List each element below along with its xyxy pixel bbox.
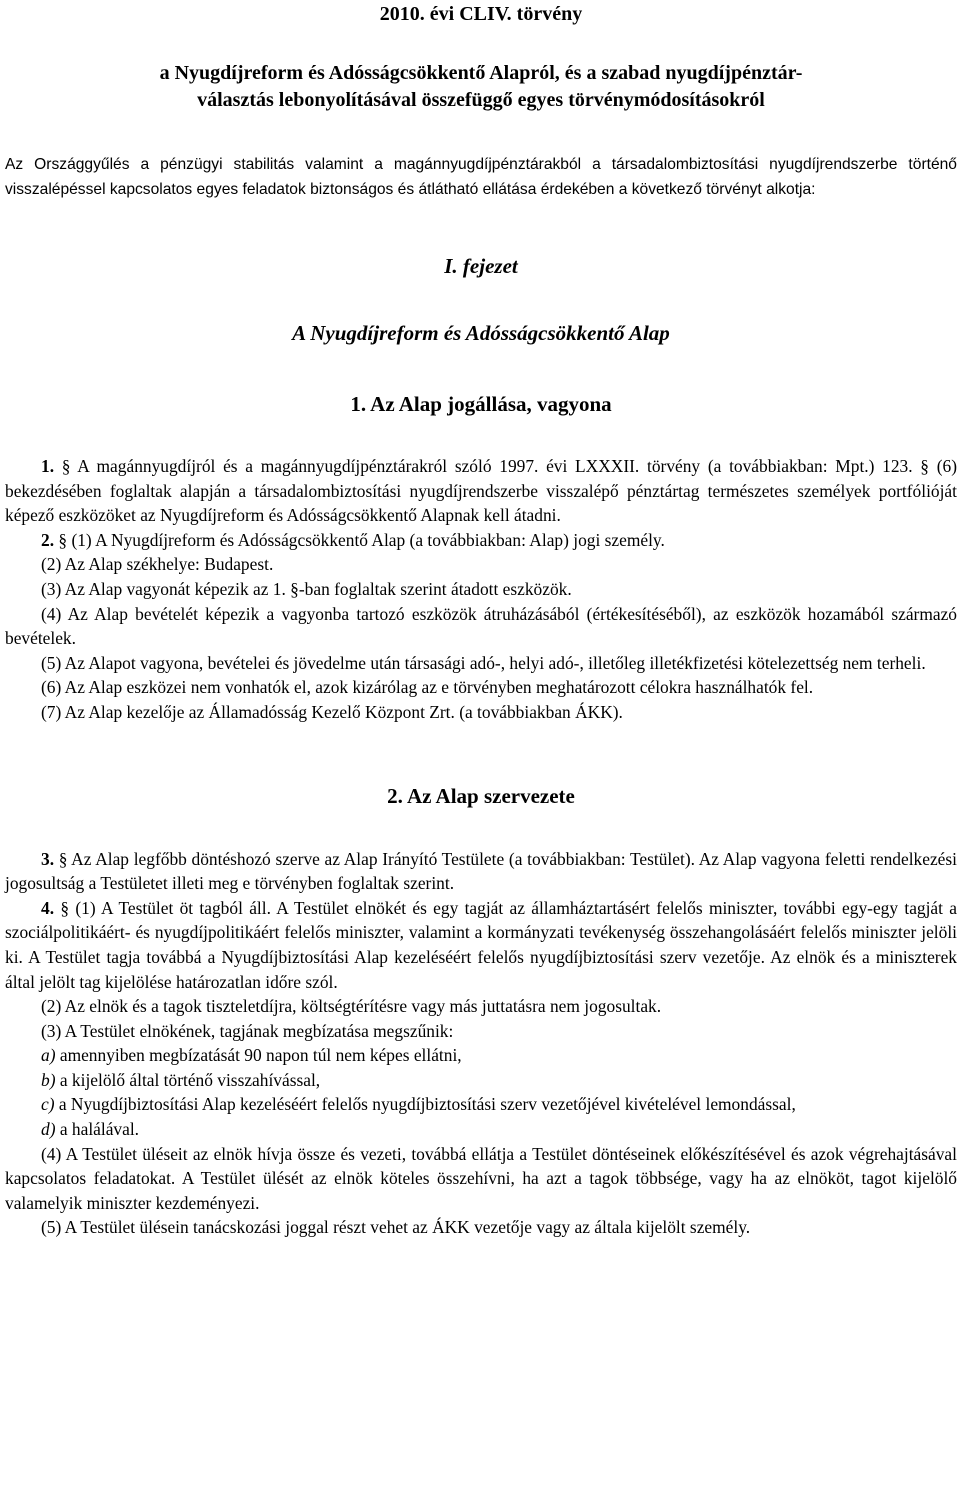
paragraph: (4) Az Alap bevételét képezik a vagyonba tartozó eszközök átruházásából (értékesítéséből), az eszközök hozamából származó bevételek. (5, 603, 957, 649)
law-subtitle (5, 60, 957, 114)
paragraph (5, 896, 957, 994)
paragraph-text: § (1) A Testület öt tagból áll. A Testület elnökét és egy tagját az államháztartásért felelős miniszter, további egy-egy tagját a szociálpolitikáért- és nyugdíjpolitikáért felelős miniszter, valamint a kormányzati tevékenység összehangolásáért felelős miniszter jelöli ki. A Testület tagja továbbá a Nyugdíjbiztosítási Alap kezeléséért felelős nyugdíjbiztosítási szerv vezetője. Az elnök és a miniszterek által jelölt tag kijelölése határozatlan időre szól. (5, 897, 957, 992)
law-subtitle-line1: a Nyugdíjreform és Adósságcsökkentő Alapról, és a szabad nyugdíjpénztár- (159, 62, 803, 84)
paragraph-text: § (1) A Nyugdíjreform és Adósságcsökkentő Alap (a továbbiakban: Alap) jogi személy. (54, 529, 665, 550)
paragraph-text: § A magánnyugdíjról és a magánnyugdíjpénztárakról szóló 1997. évi LXXXII. törvény (a továbbiakban: Mpt.) 123. § (6) bekezdésében foglaltak alapján a társadalombiztosítási nyugdíjrendszerbe visszalépő pénztártag természetes személyek portfólióját képező eszközöket az Nyugdíjreform és Adósságcsökkentő Alapnak kell átadni. (5, 456, 957, 526)
paragraph (5, 454, 957, 528)
chapter-title: A Nyugdíjreform és Adósságcsökkentő Alap (292, 321, 670, 345)
paragraph (5, 528, 957, 553)
paragraph: (2) Az Alap székhelye: Budapest. (41, 554, 274, 575)
paragraph: (7) Az Alap kezelője az Államadósság Kezelő Központ Zrt. (a továbbiakban ÁKK). (41, 701, 623, 722)
list-item-text: a kijelölő által történő visszahívással, (55, 1069, 321, 1090)
document-page (5, 0, 957, 1240)
section-title-2: 2. Az Alap szervezete (387, 783, 575, 808)
list-item-text: a Nyugdíjbiztosítási Alap kezeléséért felelős nyugdíjbiztosítási szerv vezetőjével kivételével lemondással, (54, 1094, 796, 1115)
paragraph-number: 4. (41, 897, 55, 918)
paragraph: (5) Az Alapot vagyona, bevételei és jövedelme után társasági adó-, helyi adó-, illetőleg illetékfizetési kötelezettség nem terheli. (41, 652, 926, 673)
list-item (5, 1043, 957, 1068)
paragraph: (5) A Testület ülésein tanácskozási joggal részt vehet az ÁKK vezetője vagy az általa kijelölt személy. (41, 1217, 751, 1238)
paragraph-number: 3. (41, 848, 55, 869)
list-item (5, 1092, 957, 1117)
paragraph: (4) A Testület üléseit az elnök hívja össze és vezeti, továbbá ellátja a Testület döntéseinek előkészítésével és azok végrehajtásával kapcsolatos feladatokat. A Testület ülését az elnök köteles összehívni, ha azt a tagok többsége, vagy ha az elnököt, tagot kijelölő valamelyik miniszter kezdeményezi. (5, 1143, 957, 1213)
paragraph: (2) Az elnök és a tagok tiszteletdíjra, költségtérítésre vagy más juttatásra nem jogosultak. (41, 996, 662, 1017)
list-item (5, 1068, 957, 1093)
paragraph-number: 2. (41, 529, 55, 550)
paragraph: (3) A Testület elnökének, tagjának megbízatása megszűnik: (41, 1020, 454, 1041)
law-title: 2010. évi CLIV. törvény (379, 3, 583, 25)
paragraph: (6) Az Alap eszközei nem vonhatók el, azok kizárólag az e törvényben meghatározott célokra használhatók fel. (41, 677, 814, 698)
list-item-label: b) (41, 1069, 56, 1090)
chapter-number: I. fejezet (444, 254, 518, 278)
paragraph (5, 847, 957, 896)
list-item-text: a halálával. (55, 1119, 140, 1140)
section-2-body (5, 847, 957, 1241)
law-subtitle-line2: választás lebonyolításával összefüggő egyes törvénymódosításokról (197, 89, 765, 111)
paragraph-number: 1. (41, 456, 55, 476)
list-item-text: amennyiben megbízatását 90 napon túl nem képes ellátni, (55, 1045, 462, 1066)
list-item-label: a) (41, 1045, 56, 1066)
paragraph: (3) Az Alap vagyonát képezik az 1. §-ban foglaltak szerint átadott eszközök. (41, 578, 572, 599)
list-item (5, 1117, 957, 1142)
paragraph-text: § Az Alap legfőbb döntéshozó szerve az Alap Irányító Testülete (a továbbiakban: Testület). Az Alap vagyona feletti rendelkezési jogosultság a Testületet illeti meg e törvényben foglaltak szerint. (5, 848, 957, 894)
list-item-label: d) (41, 1119, 56, 1140)
section-title-1: 1. Az Alap jogállása, vagyona (350, 392, 612, 416)
preamble: Az Országgyűlés a pénzügyi stabilitás valamint a magánnyugdíjpénztárakból a társadalombiztosítási nyugdíjrendszerbe történő visszalépéssel kapcsolatos egyes feladatok biztonságos és átlátható ellátása érdekében a következő törvényt alkotja: (5, 156, 957, 198)
section-1-body (5, 454, 957, 725)
list-item-label: c) (41, 1094, 55, 1115)
